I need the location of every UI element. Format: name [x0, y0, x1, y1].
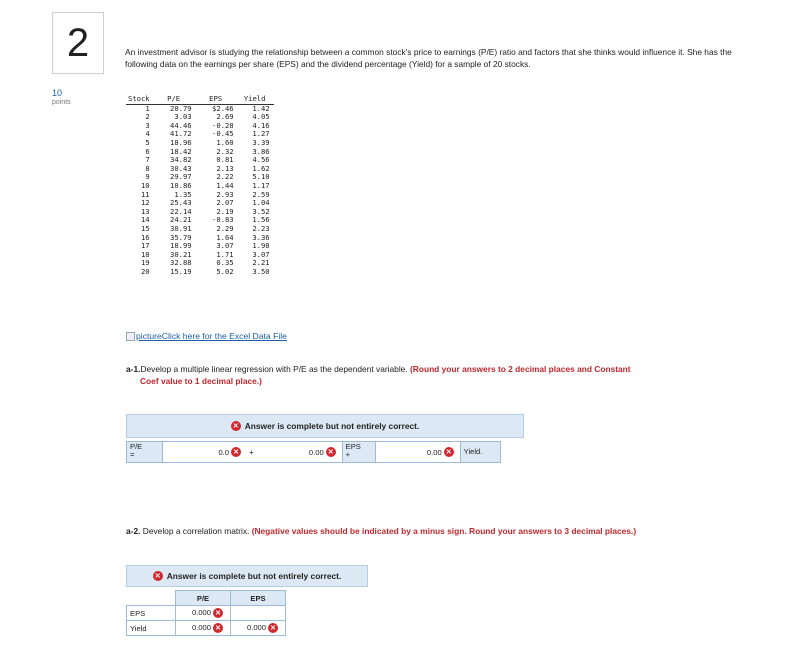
corr-yield-eps-value: 0.000 — [246, 622, 266, 632]
stock-cell: 4 — [145, 129, 150, 139]
yield-cell: 1.62 — [252, 163, 270, 173]
stock-cell: 7 — [145, 155, 150, 165]
stock-cell: 9 — [145, 172, 150, 182]
stock-cell: 17 — [140, 241, 150, 251]
pe-cell: 10.86 — [170, 180, 192, 190]
eps-var-name: EPS — [345, 442, 361, 451]
stock-cell: 5 — [145, 137, 150, 147]
constant-value: 0.0 — [218, 447, 229, 457]
eps-cell: 2.07 — [216, 198, 234, 208]
part-a1-text: Develop a multiple linear regression with P/E as the dependent variable. — [140, 364, 408, 374]
stock-cell: 10 — [140, 180, 150, 190]
pe-cell: 29.97 — [170, 172, 192, 182]
pe-cell: 30.43 — [170, 163, 192, 173]
eps-cell: 1.60 — [216, 137, 234, 147]
yield-cell: 3.36 — [252, 232, 270, 242]
question-number: 2 — [52, 12, 104, 74]
eps-cell: 2.13 — [216, 163, 234, 173]
eps-cell: 2.93 — [216, 189, 234, 199]
stock-cell: 18 — [140, 249, 150, 259]
matrix-row-label-eps: EPS — [127, 606, 176, 621]
plus-sign: + — [249, 447, 254, 457]
yield-cell: 4.05 — [252, 112, 270, 122]
matrix-col-eps: EPS — [231, 591, 286, 606]
regression-equation — [126, 441, 501, 463]
pe-cell: 32.88 — [170, 258, 192, 268]
pe-cell: 24.21 — [170, 215, 192, 225]
matrix-row-eps — [127, 606, 286, 621]
yield-cell: 4.16 — [252, 120, 270, 130]
eps-cell: 2.22 — [216, 172, 234, 182]
yield-cell: 2.21 — [252, 258, 270, 268]
eps-coef-input[interactable] — [258, 442, 342, 462]
pe-cell: 25.43 — [170, 198, 192, 208]
x-circle-icon: ✕ — [231, 421, 241, 431]
part-a2-label: a-2. — [126, 526, 141, 536]
eps-cell: 0.81 — [216, 155, 234, 165]
stock-cell: 3 — [145, 120, 150, 130]
matrix-col-pe: P/E — [176, 591, 231, 606]
part-a1-label: a-1. — [126, 364, 141, 374]
eps-cell: $2.46 — [212, 103, 234, 113]
stock-cell: 14 — [140, 215, 150, 225]
matrix-row-yield — [127, 621, 286, 636]
stock-data-table — [126, 95, 274, 276]
yield-cell: 4.56 — [252, 155, 270, 165]
eps-var-plus: + — [345, 450, 351, 459]
constant-input[interactable] — [163, 442, 247, 462]
pe-cell: 15.19 — [170, 266, 192, 276]
corr-eps-eps-empty — [231, 606, 286, 621]
stock-cell: 15 — [140, 223, 150, 233]
broken-image-icon — [126, 332, 135, 341]
points-label: points — [52, 99, 71, 106]
stock-cell: 16 — [140, 232, 150, 242]
x-circle-icon: ✕ — [231, 447, 241, 457]
yield-cell: 3.07 — [252, 249, 270, 259]
points-value: 10 — [52, 88, 63, 98]
eps-cell: -0.45 — [212, 129, 234, 139]
col-header-pe: P/E — [154, 95, 196, 104]
pe-cell: 18.42 — [170, 146, 192, 156]
yield-cell: 2.59 — [252, 189, 270, 199]
yield-coef-input[interactable] — [376, 442, 460, 462]
pe-cell: 22.14 — [170, 206, 192, 216]
pe-cell: 20.79 — [170, 103, 192, 113]
stock-cell: 19 — [140, 258, 150, 268]
yield-cell: 1.04 — [252, 198, 270, 208]
eps-coef-value: 0.00 — [308, 447, 324, 457]
pe-cell: 44.46 — [170, 120, 192, 130]
stock-cell: 11 — [140, 189, 150, 199]
yield-cell: 1.17 — [252, 180, 270, 190]
eps-cell: 2.69 — [216, 112, 234, 122]
stock-cell: 6 — [145, 146, 150, 156]
excel-link-alt: picture — [136, 331, 162, 341]
equation-lhs — [127, 442, 163, 462]
corr-yield-eps-input[interactable] — [231, 621, 286, 636]
yield-cell: 1.27 — [252, 129, 270, 139]
col-header-stock: Stock — [126, 95, 154, 104]
banner-a2-text: Answer is complete but not entirely correct. — [166, 571, 342, 581]
eps-cell: 0.35 — [216, 258, 234, 268]
part-a1-note-line2: Coef value to 1 decimal place.) — [140, 375, 262, 386]
pe-cell: 30.91 — [170, 223, 192, 233]
stock-cell: 2 — [145, 112, 150, 122]
corr-eps-pe-input[interactable] — [176, 606, 231, 621]
stock-cell: 12 — [140, 198, 150, 208]
pe-cell: 41.72 — [170, 129, 192, 139]
corr-yield-pe-value: 0.000 — [191, 622, 211, 632]
matrix-row-label-yield: Yield — [127, 621, 176, 636]
eps-cell: 1.64 — [216, 232, 234, 242]
x-circle-icon: ✕ — [326, 447, 336, 457]
part-a2-instructions — [126, 526, 766, 538]
question-intro: An investment advisor is studying the relationship between a common stock's price to earnings (P/E) ratio and factors that she thinks would influence it. She has the following data on the earnings per share (EPS) and the dividend percentage (Yield) for a sample of 20 stocks. — [125, 47, 732, 69]
part-a2-note: (Negative values should be indicated by a minus sign. Round your answers to 3 decimal places.) — [251, 526, 637, 536]
eps-cell: 2.32 — [216, 146, 234, 156]
eps-cell: -0.28 — [212, 120, 234, 130]
pe-cell: 18.96 — [170, 137, 192, 147]
yield-cell: 1.56 — [252, 215, 270, 225]
pe-cell: 35.79 — [170, 232, 192, 242]
x-circle-icon: ✕ — [153, 571, 163, 581]
corr-yield-pe-input[interactable] — [176, 621, 231, 636]
x-circle-icon: ✕ — [213, 623, 223, 633]
eps-cell: 2.29 — [216, 223, 234, 233]
eps-cell: 5.02 — [216, 266, 234, 276]
yield-coef-value: 0.00 — [426, 447, 442, 457]
matrix-header-row — [127, 591, 286, 606]
pe-cell: 1.35 — [174, 189, 192, 199]
eps-cell: 1.44 — [216, 180, 234, 190]
yield-cell: 5.10 — [252, 172, 270, 182]
yield-cell: 1.42 — [252, 103, 270, 113]
pe-cell: 34.82 — [170, 155, 192, 165]
col-header-yield: Yield — [238, 95, 274, 104]
yield-variable-label: Yield. — [460, 442, 500, 462]
yield-cell: 3.39 — [252, 137, 270, 147]
pe-cell: 30.21 — [170, 249, 192, 259]
col-header-eps: EPS — [196, 95, 238, 104]
eps-cell: -0.83 — [212, 215, 234, 225]
lhs-variable: P/E — [130, 442, 143, 451]
yield-cell: 3.50 — [252, 266, 270, 276]
yield-cell: 3.52 — [252, 206, 270, 216]
matrix-corner — [127, 591, 176, 606]
x-circle-icon: ✕ — [268, 623, 278, 633]
excel-data-link[interactable] — [126, 331, 287, 341]
lhs-equals: = — [130, 450, 135, 459]
correlation-matrix — [126, 590, 286, 636]
stock-cell: 1 — [145, 103, 150, 113]
part-a1-note-line1: (Round your answers to 2 decimal places and Constant — [410, 364, 631, 374]
eps-cell: 2.19 — [216, 206, 234, 216]
banner-a1-text: Answer is complete but not entirely correct. — [244, 421, 420, 431]
yield-cell: 2.23 — [252, 223, 270, 233]
eps-cell: 3.07 — [216, 241, 234, 251]
stock-cell: 20 — [140, 266, 150, 276]
excel-link-text[interactable]: Click here for the Excel Data File — [161, 331, 287, 341]
table-header-row — [126, 95, 274, 104]
eps-variable-label — [342, 442, 376, 462]
yield-cell: 1.98 — [252, 241, 270, 251]
yield-cell: 3.86 — [252, 146, 270, 156]
part-a1-instructions — [126, 364, 751, 387]
table-row — [126, 268, 274, 277]
pe-cell: 3.03 — [174, 112, 192, 122]
stock-cell: 8 — [145, 163, 150, 173]
answer-status-banner-a2 — [126, 565, 368, 587]
corr-eps-pe-value: 0.000 — [191, 607, 211, 617]
eps-cell: 1.71 — [216, 249, 234, 259]
x-circle-icon: ✕ — [213, 608, 223, 618]
pe-cell: 18.99 — [170, 241, 192, 251]
stock-cell: 13 — [140, 206, 150, 216]
part-a2-text: Develop a correlation matrix. — [142, 526, 250, 536]
x-circle-icon: ✕ — [444, 447, 454, 457]
answer-status-banner-a1 — [126, 414, 524, 438]
